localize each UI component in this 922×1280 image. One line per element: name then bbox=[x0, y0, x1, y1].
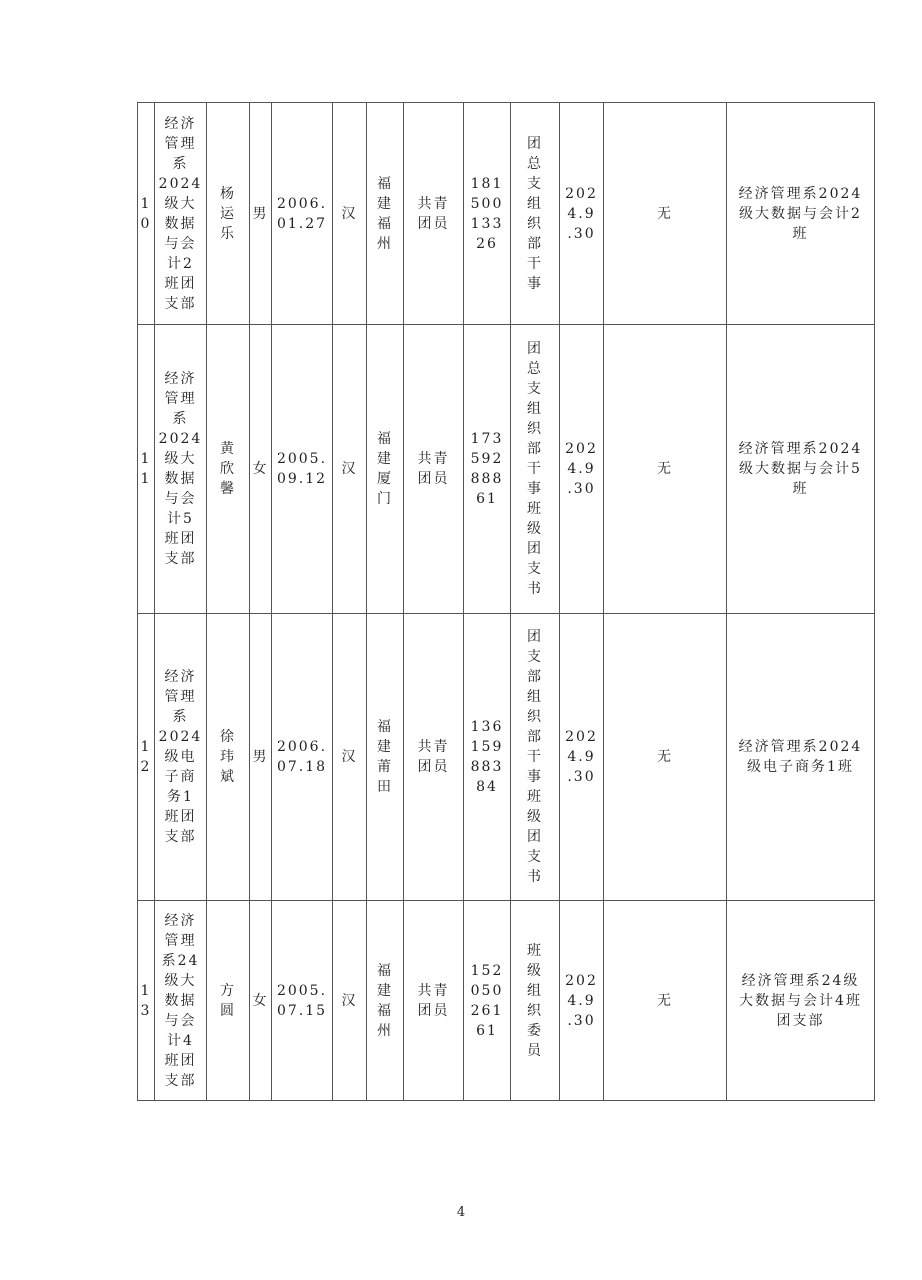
phone-cell: 173 592 888 61 bbox=[464, 325, 511, 614]
position-cell: 班 级 组 织 委 员 bbox=[511, 901, 560, 1101]
political-cell: 共青 团员 bbox=[404, 614, 464, 901]
position-cell: 团 支 部 组 织 部 干 事 班 级 团 支 书 bbox=[511, 614, 560, 901]
time-cell: 202 4.9 .30 bbox=[560, 103, 604, 325]
political-cell: 共青 团员 bbox=[404, 103, 464, 325]
row-index: 1 2 bbox=[138, 614, 155, 901]
ethnicity-cell: 汉 bbox=[333, 325, 367, 614]
position-cell: 团 总 支 组 织 部 干 事 班 级 团 支 书 bbox=[511, 325, 560, 614]
origin-cell: 福 建 莆 田 bbox=[367, 614, 404, 901]
ethnicity-cell: 汉 bbox=[333, 901, 367, 1101]
phone-cell: 136 159 883 84 bbox=[464, 614, 511, 901]
birth-cell: 2006. 07.18 bbox=[272, 614, 333, 901]
branch-cell: 经济 管理 系 2024 级电 子商 务1 班团 支部 bbox=[155, 614, 207, 901]
gender-cell: 男 bbox=[250, 103, 272, 325]
birth-cell: 2006. 01.27 bbox=[272, 103, 333, 325]
name-cell: 杨 运 乐 bbox=[207, 103, 250, 325]
member-table bbox=[137, 102, 875, 1101]
phone-cell: 152 050 261 61 bbox=[464, 901, 511, 1101]
branch-cell: 经济 管理 系24 级大 数据 与会 计4 班团 支部 bbox=[155, 901, 207, 1101]
award-cell: 无 bbox=[604, 614, 727, 901]
origin-cell: 福 建 厦 门 bbox=[367, 325, 404, 614]
name-cell: 方 圆 bbox=[207, 901, 250, 1101]
org-cell: 经济管理系2024 级大数据与会计5 班 bbox=[727, 325, 875, 614]
award-cell: 无 bbox=[604, 103, 727, 325]
branch-cell: 经济 管理 系 2024 级大 数据 与会 计2 班团 支部 bbox=[155, 103, 207, 325]
branch-cell: 经济 管理 系 2024 级大 数据 与会 计5 班团 支部 bbox=[155, 325, 207, 614]
table-row bbox=[138, 901, 875, 1101]
page-number: 4 bbox=[456, 1205, 466, 1220]
name-cell: 徐 玮 斌 bbox=[207, 614, 250, 901]
origin-cell: 福 建 福 州 bbox=[367, 103, 404, 325]
position-cell: 团 总 支 组 织 部 干 事 bbox=[511, 103, 560, 325]
time-cell: 202 4.9 .30 bbox=[560, 614, 604, 901]
political-cell: 共青 团员 bbox=[404, 901, 464, 1101]
gender-cell: 女 bbox=[250, 325, 272, 614]
table-row bbox=[138, 325, 875, 614]
ethnicity-cell: 汉 bbox=[333, 614, 367, 901]
org-cell: 经济管理系24级 大数据与会计4班 团支部 bbox=[727, 901, 875, 1101]
table-row bbox=[138, 103, 875, 325]
org-cell: 经济管理系2024 级大数据与会计2 班 bbox=[727, 103, 875, 325]
time-cell: 202 4.9 .30 bbox=[560, 901, 604, 1101]
row-index: 1 1 bbox=[138, 325, 155, 614]
row-index: 1 3 bbox=[138, 901, 155, 1101]
gender-cell: 女 bbox=[250, 901, 272, 1101]
political-cell: 共青 团员 bbox=[404, 325, 464, 614]
row-index: 1 0 bbox=[138, 103, 155, 325]
gender-cell: 男 bbox=[250, 614, 272, 901]
name-cell: 黄 欣 馨 bbox=[207, 325, 250, 614]
ethnicity-cell: 汉 bbox=[333, 103, 367, 325]
table-row bbox=[138, 614, 875, 901]
origin-cell: 福 建 福 州 bbox=[367, 901, 404, 1101]
phone-cell: 181 500 133 26 bbox=[464, 103, 511, 325]
time-cell: 202 4.9 .30 bbox=[560, 325, 604, 614]
award-cell: 无 bbox=[604, 325, 727, 614]
award-cell: 无 bbox=[604, 901, 727, 1101]
birth-cell: 2005. 09.12 bbox=[272, 325, 333, 614]
birth-cell: 2005. 07.15 bbox=[272, 901, 333, 1101]
org-cell: 经济管理系2024 级电子商务1班 bbox=[727, 614, 875, 901]
